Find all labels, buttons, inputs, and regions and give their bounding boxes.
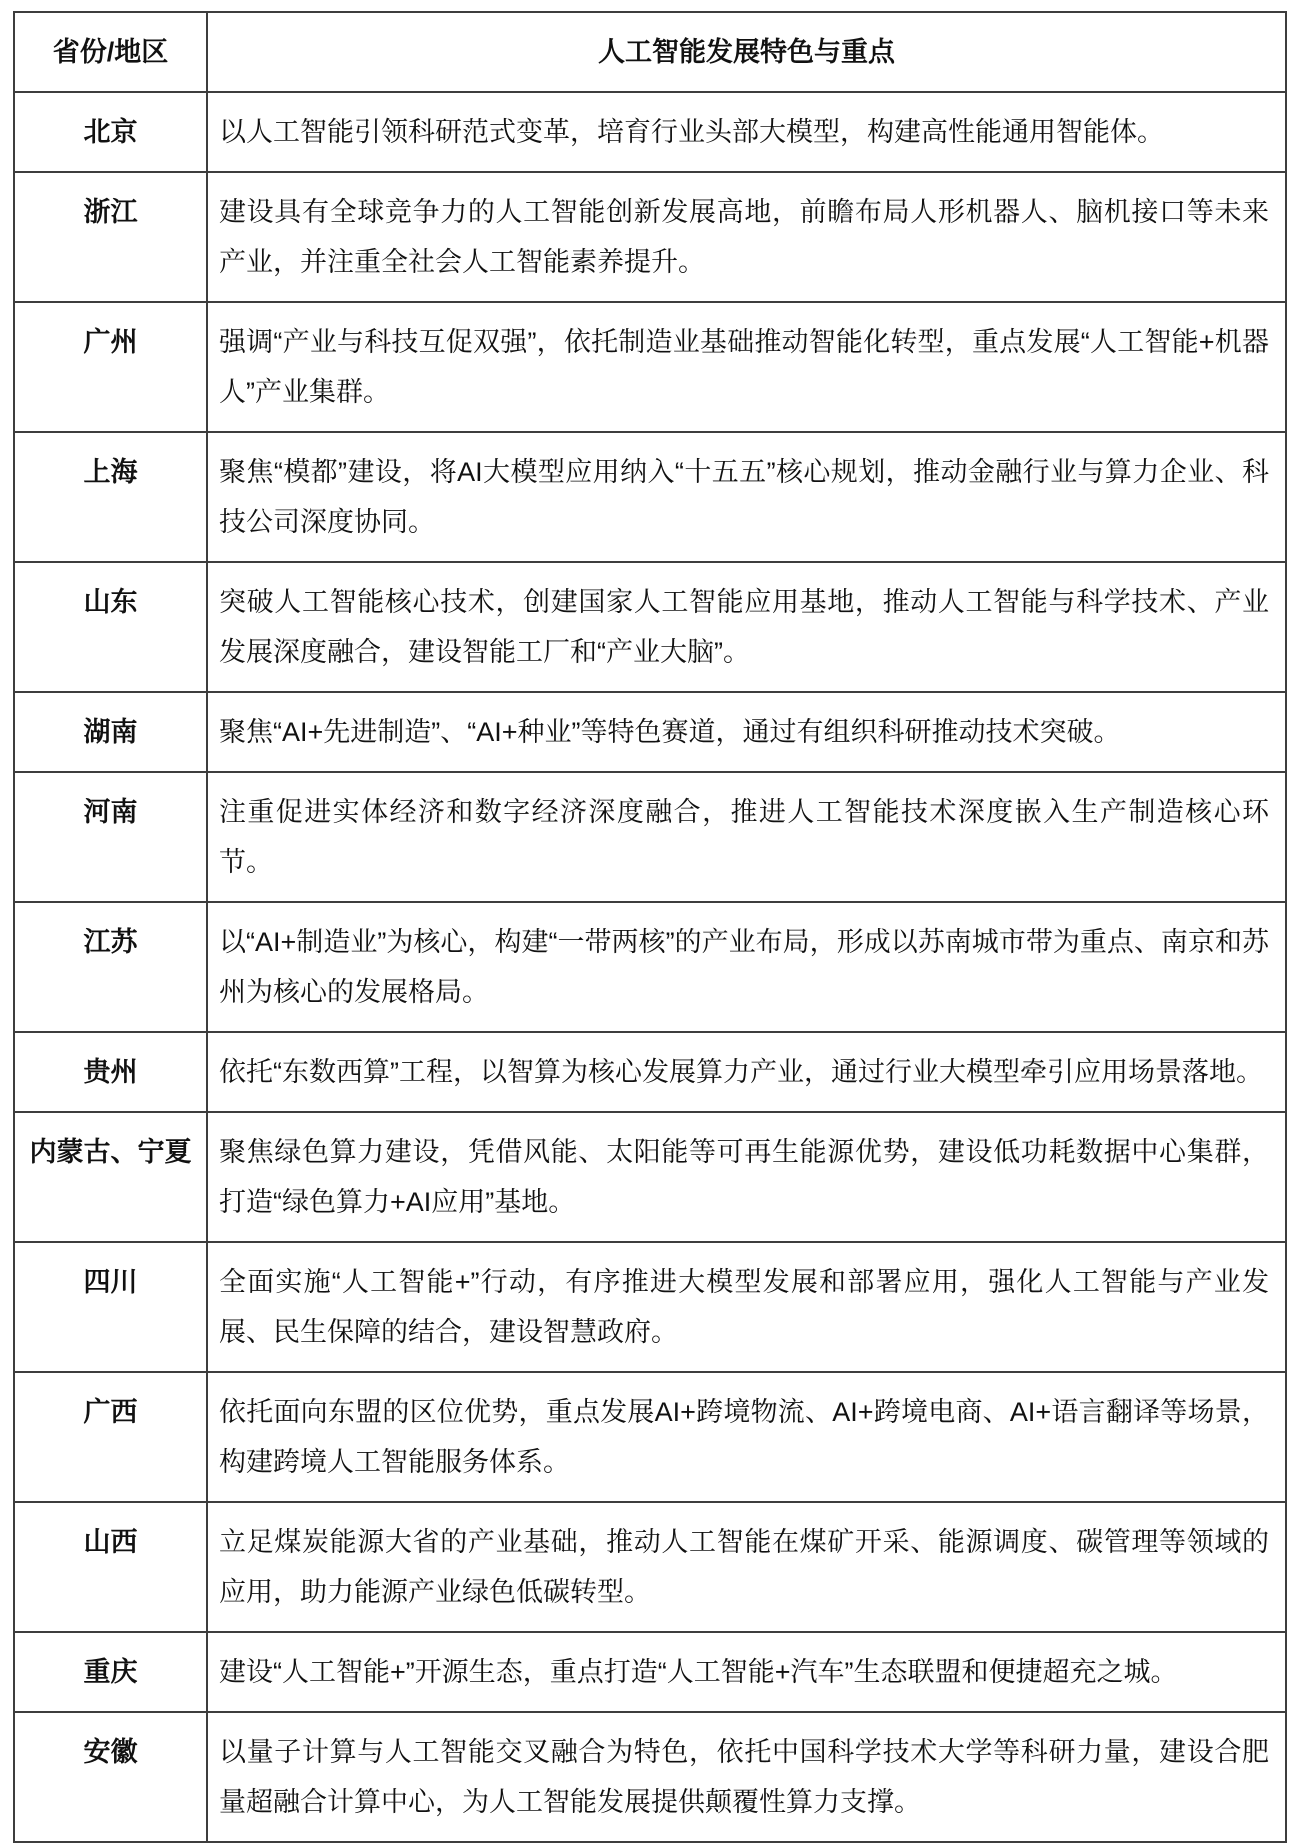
region-cell: 安徽	[14, 1712, 207, 1842]
table-row	[14, 1032, 1286, 1112]
region-cell: 上海	[14, 432, 207, 562]
feature-cell: 建设具有全球竞争力的人工智能创新发展高地，前瞻布局人形机器人、脑机接口等未来产业，并注重全社会人工智能素养提升。	[207, 172, 1286, 302]
table-row	[14, 432, 1286, 562]
table-row	[14, 1712, 1286, 1842]
feature-cell: 强调“产业与科技互促双强”，依托制造业基础推动智能化转型，重点发展“人工智能+机器人”产业集群。	[207, 302, 1286, 432]
table-row	[14, 1632, 1286, 1712]
region-cell: 山西	[14, 1502, 207, 1632]
table-row	[14, 1242, 1286, 1372]
ai-region-table	[13, 11, 1287, 1843]
table-row	[14, 772, 1286, 902]
feature-cell: 注重促进实体经济和数字经济深度融合，推进人工智能技术深度嵌入生产制造核心环节。	[207, 772, 1286, 902]
header-row	[14, 12, 1286, 92]
region-cell: 广州	[14, 302, 207, 432]
region-cell: 贵州	[14, 1032, 207, 1112]
header-region-column: 省份/地区	[14, 12, 207, 92]
feature-cell: 以量子计算与人工智能交叉融合为特色，依托中国科学技术大学等科研力量，建设合肥量超融合计算中心，为人工智能发展提供颠覆性算力支撑。	[207, 1712, 1286, 1842]
feature-cell: 全面实施“人工智能+”行动，有序推进大模型发展和部署应用，强化人工智能与产业发展、民生保障的结合，建设智慧政府。	[207, 1242, 1286, 1372]
table-header	[14, 12, 1286, 92]
table-row	[14, 172, 1286, 302]
feature-cell: 聚焦“AI+先进制造”、“AI+种业”等特色赛道，通过有组织科研推动技术突破。	[207, 692, 1286, 772]
region-cell: 北京	[14, 92, 207, 172]
table-body	[14, 92, 1286, 1842]
table-row	[14, 1502, 1286, 1632]
region-cell: 江苏	[14, 902, 207, 1032]
region-cell: 广西	[14, 1372, 207, 1502]
table-row	[14, 902, 1286, 1032]
feature-cell: 聚焦绿色算力建设，凭借风能、太阳能等可再生能源优势，建设低功耗数据中心集群，打造“绿色算力+AI应用”基地。	[207, 1112, 1286, 1242]
ai-region-table-container	[13, 11, 1287, 1843]
region-cell: 内蒙古、宁夏	[14, 1112, 207, 1242]
region-cell: 河南	[14, 772, 207, 902]
feature-cell: 建设“人工智能+”开源生态，重点打造“人工智能+汽车”生态联盟和便捷超充之城。	[207, 1632, 1286, 1712]
region-cell: 湖南	[14, 692, 207, 772]
header-feature-column: 人工智能发展特色与重点	[207, 12, 1286, 92]
region-cell: 浙江	[14, 172, 207, 302]
feature-cell: 突破人工智能核心技术，创建国家人工智能应用基地，推动人工智能与科学技术、产业发展深度融合，建设智能工厂和“产业大脑”。	[207, 562, 1286, 692]
table-row	[14, 1112, 1286, 1242]
region-cell: 四川	[14, 1242, 207, 1372]
table-row	[14, 562, 1286, 692]
feature-cell: 依托面向东盟的区位优势，重点发展AI+跨境物流、AI+跨境电商、AI+语言翻译等场景，构建跨境人工智能服务体系。	[207, 1372, 1286, 1502]
feature-cell: 立足煤炭能源大省的产业基础，推动人工智能在煤矿开采、能源调度、碳管理等领域的应用，助力能源产业绿色低碳转型。	[207, 1502, 1286, 1632]
table-row	[14, 92, 1286, 172]
feature-cell: 以“AI+制造业”为核心，构建“一带两核”的产业布局，形成以苏南城市带为重点、南京和苏州为核心的发展格局。	[207, 902, 1286, 1032]
table-row	[14, 302, 1286, 432]
feature-cell: 聚焦“模都”建设，将AI大模型应用纳入“十五五”核心规划，推动金融行业与算力企业、科技公司深度协同。	[207, 432, 1286, 562]
feature-cell: 依托“东数西算”工程，以智算为核心发展算力产业，通过行业大模型牵引应用场景落地。	[207, 1032, 1286, 1112]
region-cell: 重庆	[14, 1632, 207, 1712]
region-cell: 山东	[14, 562, 207, 692]
table-row	[14, 692, 1286, 772]
table-row	[14, 1372, 1286, 1502]
feature-cell: 以人工智能引领科研范式变革，培育行业头部大模型，构建高性能通用智能体。	[207, 92, 1286, 172]
